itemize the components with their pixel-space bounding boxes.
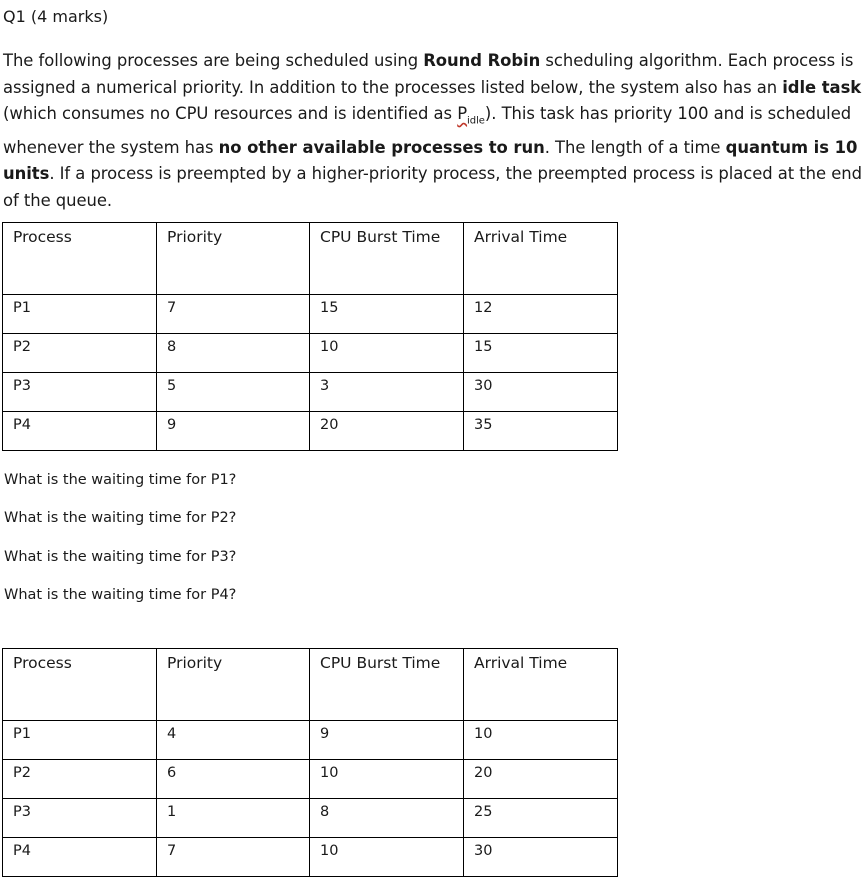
header-process: Process — [3, 223, 157, 295]
header-cpu-burst-time: CPU Burst Time — [310, 223, 464, 295]
pidle-sub: idle — [467, 115, 485, 127]
pidle-main: P — [457, 104, 468, 123]
cell-cpu-burst: 3 — [310, 373, 464, 412]
cell-cpu-burst: 20 — [310, 412, 464, 451]
table-row — [3, 295, 618, 334]
cell-process: P1 — [3, 295, 157, 334]
question-p1-waiting-time: What is the waiting time for P1? — [4, 472, 237, 488]
cell-arrival: 10 — [464, 721, 618, 760]
cell-process: P4 — [3, 838, 157, 877]
process-table-1 — [2, 222, 618, 451]
cell-process: P2 — [3, 334, 157, 373]
desc-text-5: . The length of a time — [544, 137, 726, 157]
cell-cpu-burst: 10 — [310, 760, 464, 799]
cell-arrival: 35 — [464, 412, 618, 451]
question-description — [3, 48, 863, 214]
desc-bold-round-robin: Round Robin — [423, 51, 541, 70]
cell-priority: 9 — [157, 412, 310, 451]
desc-text-4: ). This task has priority 100 and is scheduled whenever the system has — [3, 104, 852, 157]
cell-process: P3 — [3, 799, 157, 838]
cell-priority: 1 — [157, 799, 310, 838]
header-priority: Priority — [157, 223, 310, 295]
table-row — [3, 721, 618, 760]
cell-priority: 8 — [157, 334, 310, 373]
cell-cpu-burst: 8 — [310, 799, 464, 838]
cell-priority: 7 — [157, 295, 310, 334]
header-priority: Priority — [157, 649, 310, 721]
table-row — [3, 760, 618, 799]
process-table-2 — [2, 648, 618, 877]
cell-arrival: 30 — [464, 373, 618, 412]
cell-arrival: 12 — [464, 295, 618, 334]
table-row — [3, 412, 618, 451]
pidle-term — [457, 104, 485, 127]
desc-text-1: The following processes are being scheduled using — [3, 51, 424, 70]
question-p3-waiting-time: What is the waiting time for P3? — [4, 549, 237, 565]
desc-bold-quantum: quantum is 10 units — [3, 137, 858, 184]
cell-priority: 6 — [157, 760, 310, 799]
desc-text-2: scheduling algorithm. Each process is assigned a numerical priority. In addition to the processes listed below, the system also has an — [3, 51, 854, 97]
cell-arrival: 30 — [464, 838, 618, 877]
cell-process: P4 — [3, 412, 157, 451]
header-arrival-time: Arrival Time — [464, 223, 618, 295]
table-header-row — [3, 649, 618, 721]
cell-priority: 4 — [157, 721, 310, 760]
cell-priority: 5 — [157, 373, 310, 412]
cell-cpu-burst: 10 — [310, 838, 464, 877]
table-row — [3, 799, 618, 838]
desc-bold-idle-task: idle task — [782, 77, 862, 97]
desc-text-6: . If a process is preempted by a higher-priority process, the preempted process is placed at the end of the queue. — [3, 164, 862, 210]
cell-priority: 7 — [157, 838, 310, 877]
header-cpu-burst-time: CPU Burst Time — [310, 649, 464, 721]
header-arrival-time: Arrival Time — [464, 649, 618, 721]
table-row — [3, 373, 618, 412]
cell-process: P3 — [3, 373, 157, 412]
cell-arrival: 20 — [464, 760, 618, 799]
cell-cpu-burst: 15 — [310, 295, 464, 334]
question-p2-waiting-time: What is the waiting time for P2? — [4, 510, 237, 526]
cell-arrival: 25 — [464, 799, 618, 838]
desc-text-3: (which consumes no CPU resources and is identified as — [3, 104, 458, 123]
desc-bold-no-other: no other available processes to run — [218, 137, 545, 157]
cell-process: P2 — [3, 760, 157, 799]
question-p4-waiting-time: What is the waiting time for P4? — [4, 587, 237, 603]
table-row — [3, 838, 618, 877]
cell-cpu-burst: 10 — [310, 334, 464, 373]
question-heading: Q1 (4 marks) — [3, 7, 109, 26]
table-row — [3, 334, 618, 373]
cell-arrival: 15 — [464, 334, 618, 373]
cell-cpu-burst: 9 — [310, 721, 464, 760]
table-header-row — [3, 223, 618, 295]
header-process: Process — [3, 649, 157, 721]
cell-process: P1 — [3, 721, 157, 760]
